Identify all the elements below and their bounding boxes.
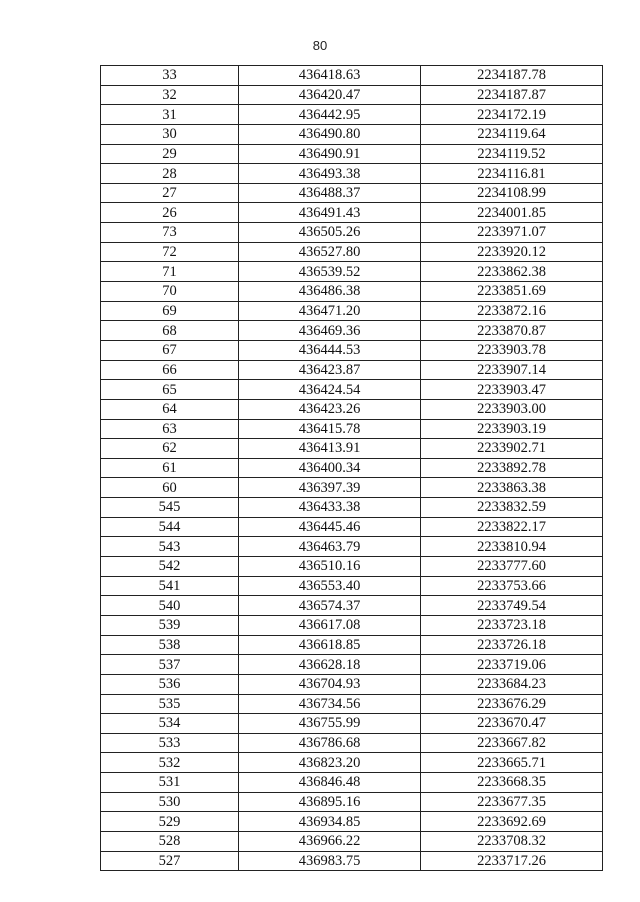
table-row [101, 380, 603, 400]
x-coordinate-cell: 436628.18 [239, 655, 421, 675]
y-coordinate-cell: 2233667.82 [421, 733, 603, 753]
point-number-cell: 69 [101, 301, 239, 321]
x-coordinate-cell: 436423.87 [239, 360, 421, 380]
table-row [101, 596, 603, 616]
table-row [101, 399, 603, 419]
y-coordinate-cell: 2233677.35 [421, 792, 603, 812]
y-coordinate-cell: 2233872.16 [421, 301, 603, 321]
table-row [101, 124, 603, 144]
point-number-cell: 71 [101, 262, 239, 282]
table-row [101, 203, 603, 223]
table-row [101, 537, 603, 557]
point-number-cell: 61 [101, 458, 239, 478]
page-number: 80 [312, 38, 328, 53]
point-number-cell: 63 [101, 419, 239, 439]
y-coordinate-cell: 2233822.17 [421, 517, 603, 537]
table-row [101, 340, 603, 360]
y-coordinate-cell: 2233665.71 [421, 753, 603, 773]
x-coordinate-cell: 436490.80 [239, 124, 421, 144]
x-coordinate-cell: 436442.95 [239, 105, 421, 125]
x-coordinate-cell: 436491.43 [239, 203, 421, 223]
table-row [101, 439, 603, 459]
y-coordinate-cell: 2234116.81 [421, 164, 603, 184]
table-row [101, 183, 603, 203]
table-row [101, 773, 603, 793]
x-coordinate-cell: 436397.39 [239, 478, 421, 498]
x-coordinate-cell: 436413.91 [239, 439, 421, 459]
point-number-cell: 29 [101, 144, 239, 164]
point-number-cell: 535 [101, 694, 239, 714]
y-coordinate-cell: 2233670.47 [421, 714, 603, 734]
table-row [101, 458, 603, 478]
point-number-cell: 538 [101, 635, 239, 655]
table-row [101, 831, 603, 851]
x-coordinate-cell: 436617.08 [239, 615, 421, 635]
table-row [101, 360, 603, 380]
table-row [101, 733, 603, 753]
point-number-cell: 32 [101, 85, 239, 105]
x-coordinate-cell: 436488.37 [239, 183, 421, 203]
x-coordinate-cell: 436418.63 [239, 66, 421, 86]
point-number-cell: 60 [101, 478, 239, 498]
y-coordinate-cell: 2234172.19 [421, 105, 603, 125]
y-coordinate-cell: 2233903.19 [421, 419, 603, 439]
table-row [101, 674, 603, 694]
point-number-cell: 33 [101, 66, 239, 86]
x-coordinate-cell: 436846.48 [239, 773, 421, 793]
x-coordinate-cell: 436415.78 [239, 419, 421, 439]
x-coordinate-cell: 436539.52 [239, 262, 421, 282]
y-coordinate-cell: 2233907.14 [421, 360, 603, 380]
point-number-cell: 30 [101, 124, 239, 144]
y-coordinate-cell: 2233668.35 [421, 773, 603, 793]
x-coordinate-cell: 436553.40 [239, 576, 421, 596]
table-row [101, 242, 603, 262]
point-number-cell: 528 [101, 831, 239, 851]
table-row [101, 635, 603, 655]
coordinates-table [100, 65, 603, 871]
x-coordinate-cell: 436423.26 [239, 399, 421, 419]
point-number-cell: 65 [101, 380, 239, 400]
x-coordinate-cell: 436463.79 [239, 537, 421, 557]
point-number-cell: 62 [101, 439, 239, 459]
x-coordinate-cell: 436983.75 [239, 851, 421, 871]
coordinates-table-body [101, 66, 603, 871]
y-coordinate-cell: 2233851.69 [421, 282, 603, 302]
table-row [101, 419, 603, 439]
y-coordinate-cell: 2233753.66 [421, 576, 603, 596]
point-number-cell: 531 [101, 773, 239, 793]
x-coordinate-cell: 436490.91 [239, 144, 421, 164]
point-number-cell: 72 [101, 242, 239, 262]
point-number-cell: 527 [101, 851, 239, 871]
y-coordinate-cell: 2234108.99 [421, 183, 603, 203]
x-coordinate-cell: 436469.36 [239, 321, 421, 341]
x-coordinate-cell: 436433.38 [239, 498, 421, 518]
point-number-cell: 530 [101, 792, 239, 812]
point-number-cell: 529 [101, 812, 239, 832]
point-number-cell: 544 [101, 517, 239, 537]
y-coordinate-cell: 2233777.60 [421, 557, 603, 577]
point-number-cell: 27 [101, 183, 239, 203]
y-coordinate-cell: 2234119.64 [421, 124, 603, 144]
table-row [101, 792, 603, 812]
point-number-cell: 534 [101, 714, 239, 734]
y-coordinate-cell: 2233717.26 [421, 851, 603, 871]
point-number-cell: 541 [101, 576, 239, 596]
y-coordinate-cell: 2233810.94 [421, 537, 603, 557]
table-row [101, 144, 603, 164]
point-number-cell: 73 [101, 223, 239, 243]
y-coordinate-cell: 2234001.85 [421, 203, 603, 223]
point-number-cell: 545 [101, 498, 239, 518]
y-coordinate-cell: 2233903.47 [421, 380, 603, 400]
x-coordinate-cell: 436527.80 [239, 242, 421, 262]
y-coordinate-cell: 2233719.06 [421, 655, 603, 675]
x-coordinate-cell: 436486.38 [239, 282, 421, 302]
point-number-cell: 542 [101, 557, 239, 577]
y-coordinate-cell: 2233903.78 [421, 340, 603, 360]
y-coordinate-cell: 2233903.00 [421, 399, 603, 419]
x-coordinate-cell: 436420.47 [239, 85, 421, 105]
x-coordinate-cell: 436444.53 [239, 340, 421, 360]
point-number-cell: 31 [101, 105, 239, 125]
table-row [101, 498, 603, 518]
point-number-cell: 536 [101, 674, 239, 694]
table-row [101, 694, 603, 714]
y-coordinate-cell: 2234187.87 [421, 85, 603, 105]
table-row [101, 812, 603, 832]
x-coordinate-cell: 436823.20 [239, 753, 421, 773]
x-coordinate-cell: 436574.37 [239, 596, 421, 616]
y-coordinate-cell: 2233892.78 [421, 458, 603, 478]
table-row [101, 66, 603, 86]
x-coordinate-cell: 436445.46 [239, 517, 421, 537]
table-row [101, 714, 603, 734]
point-number-cell: 533 [101, 733, 239, 753]
y-coordinate-cell: 2233832.59 [421, 498, 603, 518]
y-coordinate-cell: 2233870.87 [421, 321, 603, 341]
x-coordinate-cell: 436934.85 [239, 812, 421, 832]
point-number-cell: 68 [101, 321, 239, 341]
x-coordinate-cell: 436505.26 [239, 223, 421, 243]
point-number-cell: 64 [101, 399, 239, 419]
table-row [101, 615, 603, 635]
table-row [101, 223, 603, 243]
table-row [101, 851, 603, 871]
table-row [101, 478, 603, 498]
x-coordinate-cell: 436734.56 [239, 694, 421, 714]
y-coordinate-cell: 2233749.54 [421, 596, 603, 616]
table-row [101, 85, 603, 105]
y-coordinate-cell: 2233863.38 [421, 478, 603, 498]
x-coordinate-cell: 436424.54 [239, 380, 421, 400]
y-coordinate-cell: 2233684.23 [421, 674, 603, 694]
x-coordinate-cell: 436895.16 [239, 792, 421, 812]
x-coordinate-cell: 436400.34 [239, 458, 421, 478]
table-row [101, 164, 603, 184]
y-coordinate-cell: 2234119.52 [421, 144, 603, 164]
y-coordinate-cell: 2233692.69 [421, 812, 603, 832]
table-row [101, 557, 603, 577]
point-number-cell: 26 [101, 203, 239, 223]
point-number-cell: 532 [101, 753, 239, 773]
x-coordinate-cell: 436510.16 [239, 557, 421, 577]
point-number-cell: 540 [101, 596, 239, 616]
table-row [101, 301, 603, 321]
y-coordinate-cell: 2233726.18 [421, 635, 603, 655]
point-number-cell: 539 [101, 615, 239, 635]
point-number-cell: 537 [101, 655, 239, 675]
x-coordinate-cell: 436493.38 [239, 164, 421, 184]
x-coordinate-cell: 436755.99 [239, 714, 421, 734]
table-row [101, 321, 603, 341]
y-coordinate-cell: 2233902.71 [421, 439, 603, 459]
table-row [101, 105, 603, 125]
point-number-cell: 70 [101, 282, 239, 302]
x-coordinate-cell: 436618.85 [239, 635, 421, 655]
point-number-cell: 543 [101, 537, 239, 557]
table-row [101, 517, 603, 537]
table-row [101, 282, 603, 302]
table-row [101, 576, 603, 596]
x-coordinate-cell: 436704.93 [239, 674, 421, 694]
table-row [101, 753, 603, 773]
table-row [101, 262, 603, 282]
point-number-cell: 67 [101, 340, 239, 360]
y-coordinate-cell: 2234187.78 [421, 66, 603, 86]
y-coordinate-cell: 2233676.29 [421, 694, 603, 714]
x-coordinate-cell: 436786.68 [239, 733, 421, 753]
table-row [101, 655, 603, 675]
x-coordinate-cell: 436966.22 [239, 831, 421, 851]
y-coordinate-cell: 2233971.07 [421, 223, 603, 243]
x-coordinate-cell: 436471.20 [239, 301, 421, 321]
point-number-cell: 66 [101, 360, 239, 380]
y-coordinate-cell: 2233862.38 [421, 262, 603, 282]
y-coordinate-cell: 2233723.18 [421, 615, 603, 635]
y-coordinate-cell: 2233708.32 [421, 831, 603, 851]
y-coordinate-cell: 2233920.12 [421, 242, 603, 262]
point-number-cell: 28 [101, 164, 239, 184]
